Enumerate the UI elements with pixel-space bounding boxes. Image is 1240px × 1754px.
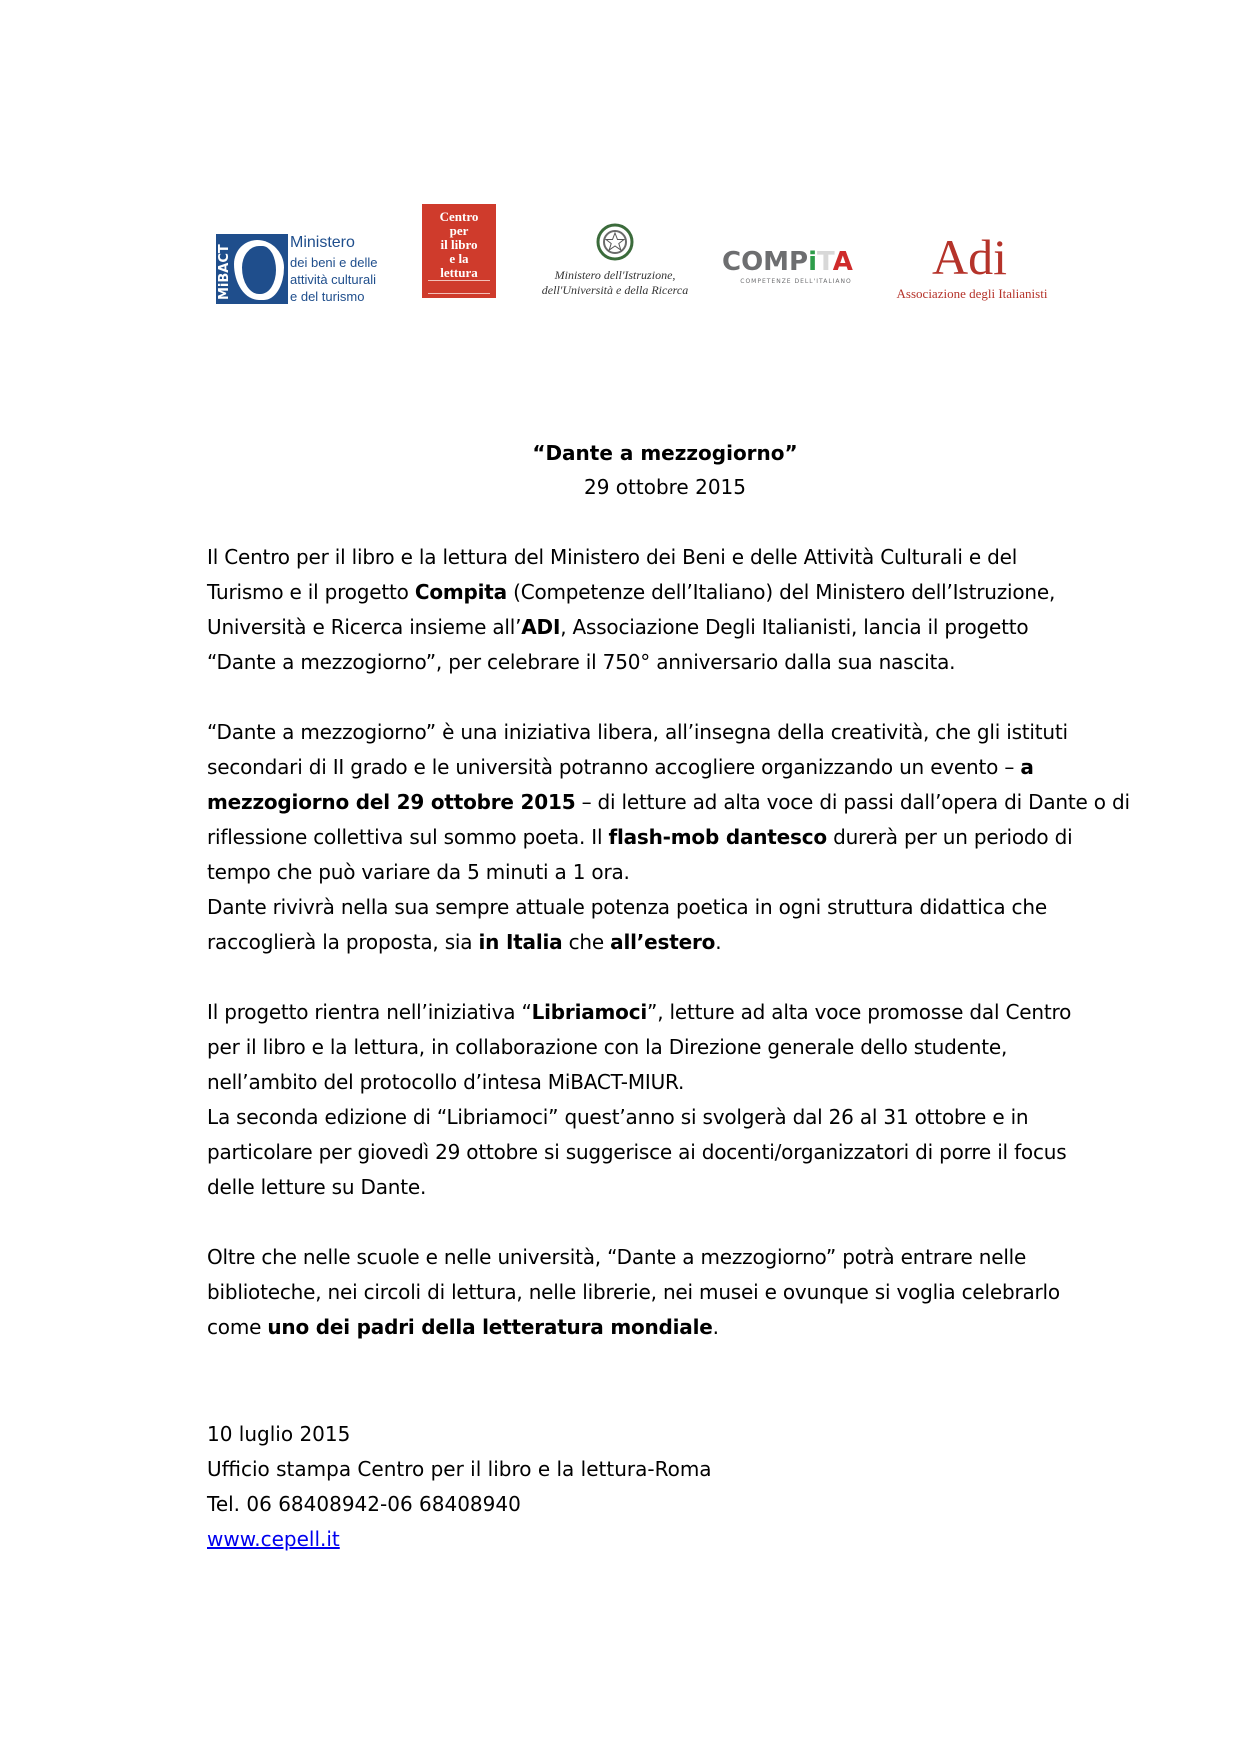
title-block: [0, 436, 1240, 504]
text-line: tempo che può variare da 5 minuti a 1 ora.: [207, 860, 630, 884]
mibact-line-1: dei beni e delle: [290, 255, 378, 270]
document-date: 29 ottobre 2015: [583, 475, 746, 499]
text-line: “Dante a mezzogiorno” è una iniziativa libera, all’insegna della creatività, che gli istituti: [207, 720, 1068, 744]
press-office: Ufficio stampa Centro per il libro e la lettura-Roma: [207, 1457, 712, 1481]
text-line: “Dante a mezzogiorno”, per celebrare il 750° anniversario dalla sua nascita.: [207, 650, 956, 674]
website-link[interactable]: www.cepell.it: [207, 1527, 340, 1551]
text-line: nell’ambito del protocollo d’intesa MiBACT-MIUR.: [207, 1070, 685, 1094]
text-line: Dante rivivrà nella sua sempre attuale potenza poetica in ogni struttura didattica che: [207, 895, 1047, 919]
text-line: Oltre che nelle scuole e nelle università, “Dante a mezzogiorno” potrà entrare nelle: [207, 1245, 1027, 1269]
paragraph-4: [207, 1240, 1127, 1345]
mibact-bust-icon: [216, 234, 288, 304]
text-line: delle letture su Dante.: [207, 1175, 427, 1199]
cepell-line-4: e la: [449, 251, 469, 266]
cepell-logo: [422, 204, 496, 300]
paragraph-3: [207, 995, 1127, 1205]
cepell-line-5: lettura: [440, 265, 478, 280]
text-line: Il Centro per il libro e la lettura del Ministero dei Beni e delle Attività Culturali e del: [207, 545, 1018, 569]
signature-block: [207, 1417, 1107, 1557]
paragraph-2: [207, 715, 1130, 960]
republic-emblem-icon: [595, 222, 635, 262]
date-emphasis: mezzogiorno del 29 ottobre 2015: [207, 790, 576, 814]
mibact-name: Ministero: [290, 234, 355, 251]
text-line: riflessione collettiva sul sommo poeta. Il flash-mob dantesco durerà per un periodo di: [207, 825, 1073, 849]
text-line: secondari di II grado e le università potranno accogliere organizzando un evento – a: [207, 755, 1034, 779]
compita-wordmark: COMPiTA: [722, 247, 853, 277]
cepell-line-3: il libro: [440, 237, 478, 252]
phone-numbers: Tel. 06 68408942-06 68408940: [207, 1492, 521, 1516]
text-line: mezzogiorno del 29 ottobre 2015 – di letture ad alta voce di passi dall’opera di Dante o di: [207, 790, 1130, 814]
cepell-book-lines: [428, 280, 490, 294]
mibact-vertical-label: MiBACT: [217, 244, 232, 300]
compita-emphasis: Compita: [414, 580, 507, 604]
adi-emphasis: ADI: [521, 615, 561, 639]
miur-line-1: Ministero dell'Istruzione,: [554, 268, 676, 282]
paragraph-1: [207, 540, 1127, 680]
cepell-logo-text: [422, 210, 496, 280]
mibact-logo: [216, 232, 396, 312]
cepell-line-1: Centro: [439, 209, 479, 224]
padri-emphasis: uno dei padri della letteratura mondiale: [267, 1315, 713, 1339]
adi-wordmark: Adi: [932, 229, 1007, 285]
mibact-line-3: e del turismo: [290, 289, 365, 304]
compita-logo: [722, 248, 870, 288]
libriamoci-emphasis: Libriamoci: [531, 1000, 648, 1024]
logo-strip: [0, 204, 1240, 314]
miur-logo-text: [528, 268, 702, 298]
mibact-logo-text: [290, 232, 377, 305]
text-line: come uno dei padri della letteratura mondiale.: [207, 1315, 719, 1339]
mibact-line-2: attività culturali: [290, 272, 376, 287]
adi-subtitle: Associazione degli Italianisti: [896, 286, 1048, 301]
text-line: biblioteche, nei circoli di lettura, nelle librerie, nei musei e ovunque si voglia celebrarlo: [207, 1280, 1060, 1304]
miur-logo: [528, 222, 702, 308]
flashmob-emphasis: flash-mob dantesco: [608, 825, 827, 849]
compita-subtitle: COMPETENZE DELL'ITALIANO: [740, 278, 852, 285]
text-line: per il libro e la lettura, in collaborazione con la Direzione generale dello studente,: [207, 1035, 1008, 1059]
adi-logo: [892, 229, 1052, 302]
text-line: Università e Ricerca insieme all’ADI, Associazione Degli Italianisti, lancia il progetto: [207, 615, 1029, 639]
miur-line-2: dell'Università e della Ricerca: [541, 283, 689, 297]
document-body: [207, 540, 1130, 1380]
cepell-line-2: per: [449, 223, 469, 238]
signature-date: 10 luglio 2015: [207, 1422, 351, 1446]
text-line: Il progetto rientra nell’iniziativa “Libriamoci”, letture ad alta voce promosse dal Centro: [207, 1000, 1072, 1024]
text-line: raccoglierà la proposta, sia in Italia che all’estero.: [207, 930, 722, 954]
text-line: La seconda edizione di “Libriamoci” quest’anno si svolgerà dal 26 al 31 ottobre e in: [207, 1105, 1029, 1129]
text-line: particolare per giovedì 29 ottobre si suggerisce ai docenti/organizzatori di porre il focus: [207, 1140, 1067, 1164]
document-title: “Dante a mezzogiorno”: [532, 441, 798, 465]
text-line: Turismo e il progetto Compita (Competenze dell’Italiano) del Ministero dell’Istruzione,: [207, 580, 1056, 604]
